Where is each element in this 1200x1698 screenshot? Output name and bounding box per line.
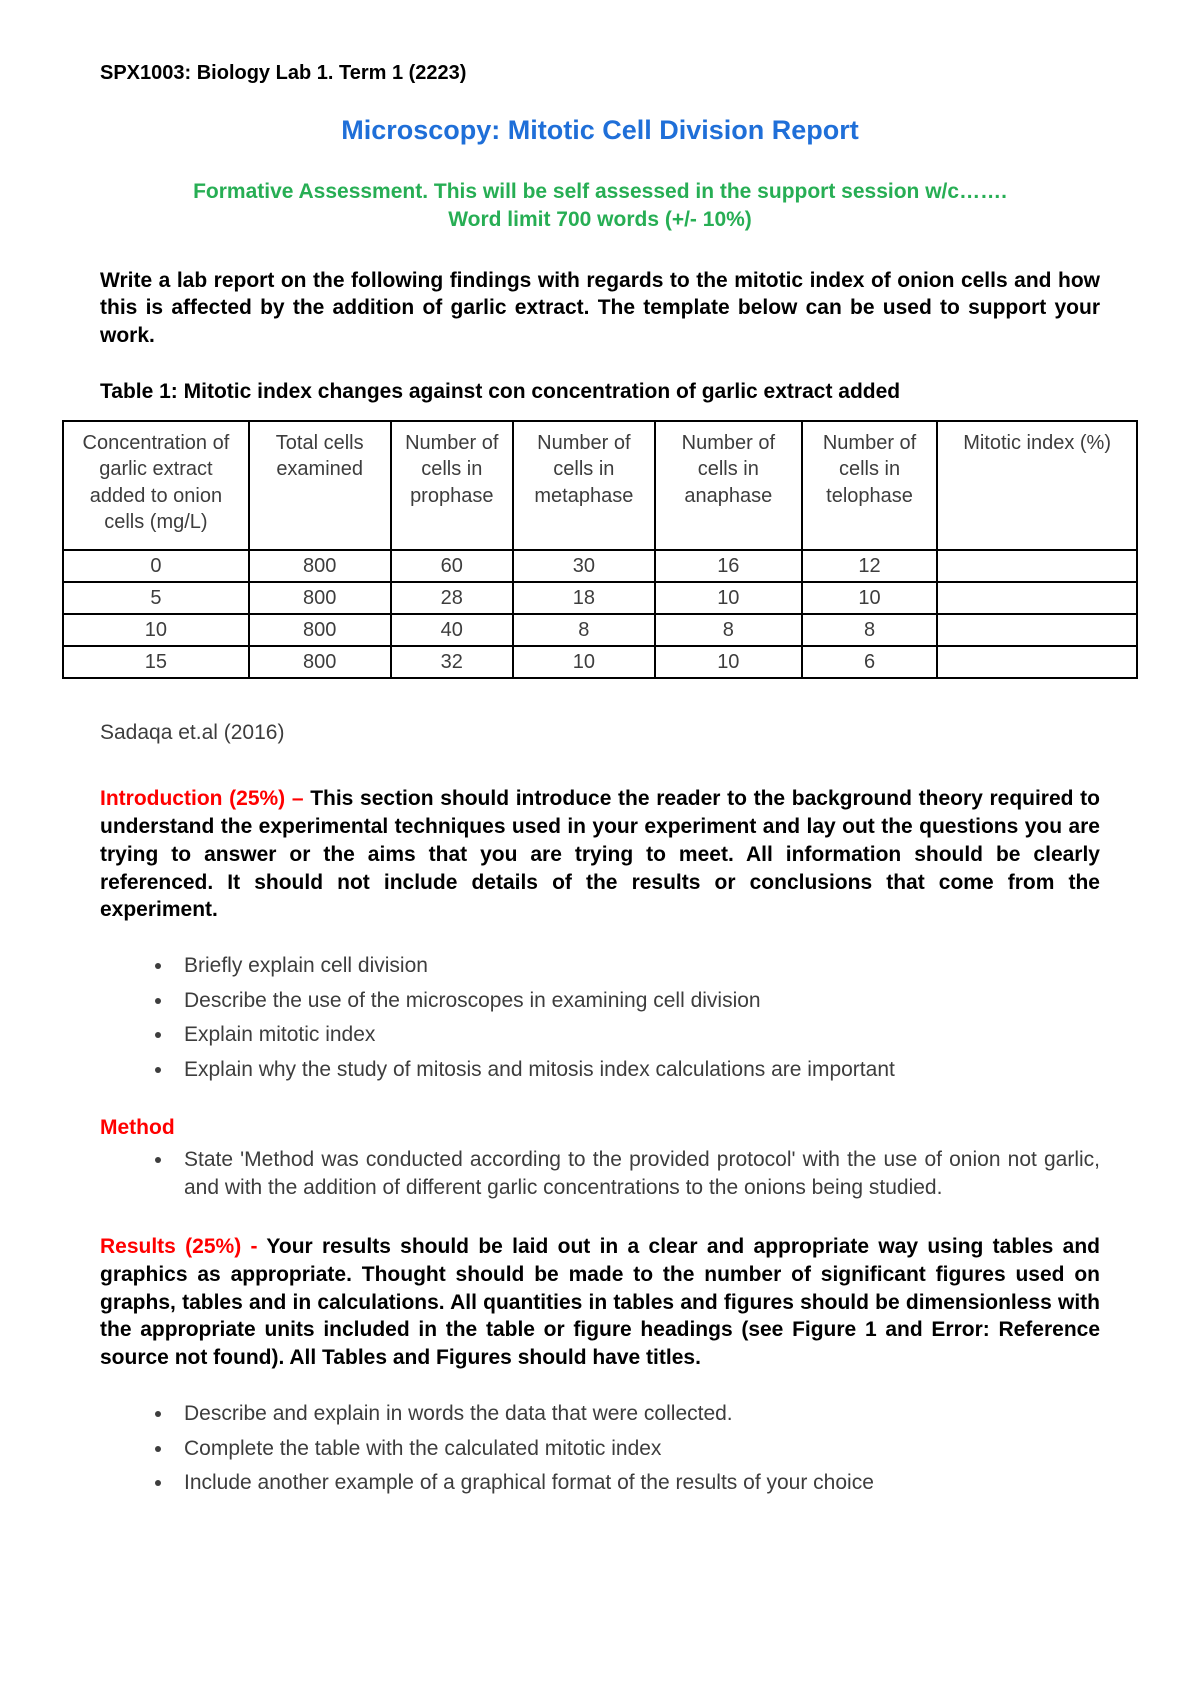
method-heading: Method <box>100 1115 175 1139</box>
course-header: SPX1003: Biology Lab 1. Term 1 (2223) <box>100 62 467 84</box>
table-cell: 16 <box>655 550 802 582</box>
header-telophase: Number of cells in telophase <box>802 421 937 551</box>
table-cell: 28 <box>391 582 513 614</box>
table-row <box>63 550 1137 582</box>
table-row <box>63 646 1137 678</box>
table-cell: 30 <box>513 550 655 582</box>
table-cell: 8 <box>513 614 655 646</box>
table-caption: Table 1: Mitotic index changes against con concentration of garlic extract added <box>100 379 901 403</box>
list-item: • Explain mitotic index <box>174 1021 1100 1049</box>
table-cell: 6 <box>802 646 937 678</box>
assessment-line1: Formative Assessment. This will be self assessed in the support session w/c……. <box>193 180 1007 203</box>
list-item: • State 'Method was conducted according to the provided protocol' with the use of onion not garlic, and with the addition of different garlic concentrations to the onions being studied. <box>174 1146 1100 1201</box>
table-cell: 10 <box>655 582 802 614</box>
introduction-heading: Introduction (25%) – <box>100 787 311 811</box>
header-metaphase: Number of cells in metaphase <box>513 421 655 551</box>
intro-paragraph: Write a lab report on the following findings with regards to the mitotic index of onion cells and how this is affected by the addition of garlic extract. The template below can be used to support your work. <box>100 268 1100 348</box>
method-bullet-list <box>100 1146 1100 1201</box>
table-cell: 800 <box>249 582 391 614</box>
table-cell: 8 <box>802 614 937 646</box>
results-bullet-list <box>100 1400 1100 1497</box>
list-item: • Describe the use of the microscopes in examining cell division <box>174 987 1100 1015</box>
header-anaphase: Number of cells in anaphase <box>655 421 802 551</box>
list-item: • Complete the table with the calculated mitotic index <box>174 1435 1100 1463</box>
header-concentration: Concentration of garlic extract added to onion cells (mg/L) <box>63 421 249 551</box>
table-cell-mitotic-index-empty <box>937 614 1137 646</box>
introduction-section-paragraph <box>100 785 1100 924</box>
table-cell: 5 <box>63 582 249 614</box>
table-cell: 18 <box>513 582 655 614</box>
table-row <box>63 614 1137 646</box>
header-prophase: Number of cells in prophase <box>391 421 513 551</box>
results-body: Your results should be laid out in a clear and appropriate way using tables and graphics as appropriate. Thought should be made to the number of significant figures used on graphs, tables and in calculations. All quantities in tables and figures should be dimensionless with the appropriate units included in the table or figure headings (see Figure 1 and Error: Reference source not found). All Tables and Figures should have titles. <box>100 1235 1100 1370</box>
mitotic-index-table <box>62 420 1138 680</box>
table-cell: 8 <box>655 614 802 646</box>
table-cell-mitotic-index-empty <box>937 550 1137 582</box>
page-title: Microscopy: Mitotic Cell Division Report <box>341 115 859 145</box>
header-total-cells: Total cells examined <box>249 421 391 551</box>
introduction-bullet-list <box>100 952 1100 1084</box>
citation: Sadaqa et.al (2016) <box>100 721 285 745</box>
results-heading: Results (25%) - <box>100 1235 267 1259</box>
table-row <box>63 582 1137 614</box>
table-cell: 10 <box>513 646 655 678</box>
assessment-line2: Word limit 700 words (+/- 10%) <box>448 208 752 232</box>
table-cell: 10 <box>63 614 249 646</box>
table-cell: 60 <box>391 550 513 582</box>
table-header-row <box>63 421 1137 551</box>
table-cell: 32 <box>391 646 513 678</box>
table-cell: 40 <box>391 614 513 646</box>
table-cell-mitotic-index-empty <box>937 646 1137 678</box>
table-cell: 10 <box>655 646 802 678</box>
introduction-body: This section should introduce the reader to the background theory required to understand the experimental techniques used in your experiment and lay out the questions you are trying to answer or the aims that you are trying to meet. All information should be clearly referenced. It should not include details of the results or conclusions that come from the experiment. <box>100 787 1100 922</box>
list-item: • Briefly explain cell division <box>174 952 1100 980</box>
table-cell: 800 <box>249 550 391 582</box>
table-cell-mitotic-index-empty <box>937 582 1137 614</box>
list-item: • Explain why the study of mitosis and mitosis index calculations are important <box>174 1056 1100 1084</box>
table-cell: 0 <box>63 550 249 582</box>
results-section-paragraph <box>100 1233 1100 1372</box>
list-item: • Include another example of a graphical format of the results of your choice <box>174 1469 1100 1497</box>
table-cell: 15 <box>63 646 249 678</box>
list-item: • Describe and explain in words the data that were collected. <box>174 1400 1100 1428</box>
table-cell: 800 <box>249 614 391 646</box>
header-mitotic-index: Mitotic index (%) <box>937 421 1137 551</box>
table-cell: 800 <box>249 646 391 678</box>
table-cell: 12 <box>802 550 937 582</box>
table-cell: 10 <box>802 582 937 614</box>
assessment-note <box>100 178 1100 235</box>
